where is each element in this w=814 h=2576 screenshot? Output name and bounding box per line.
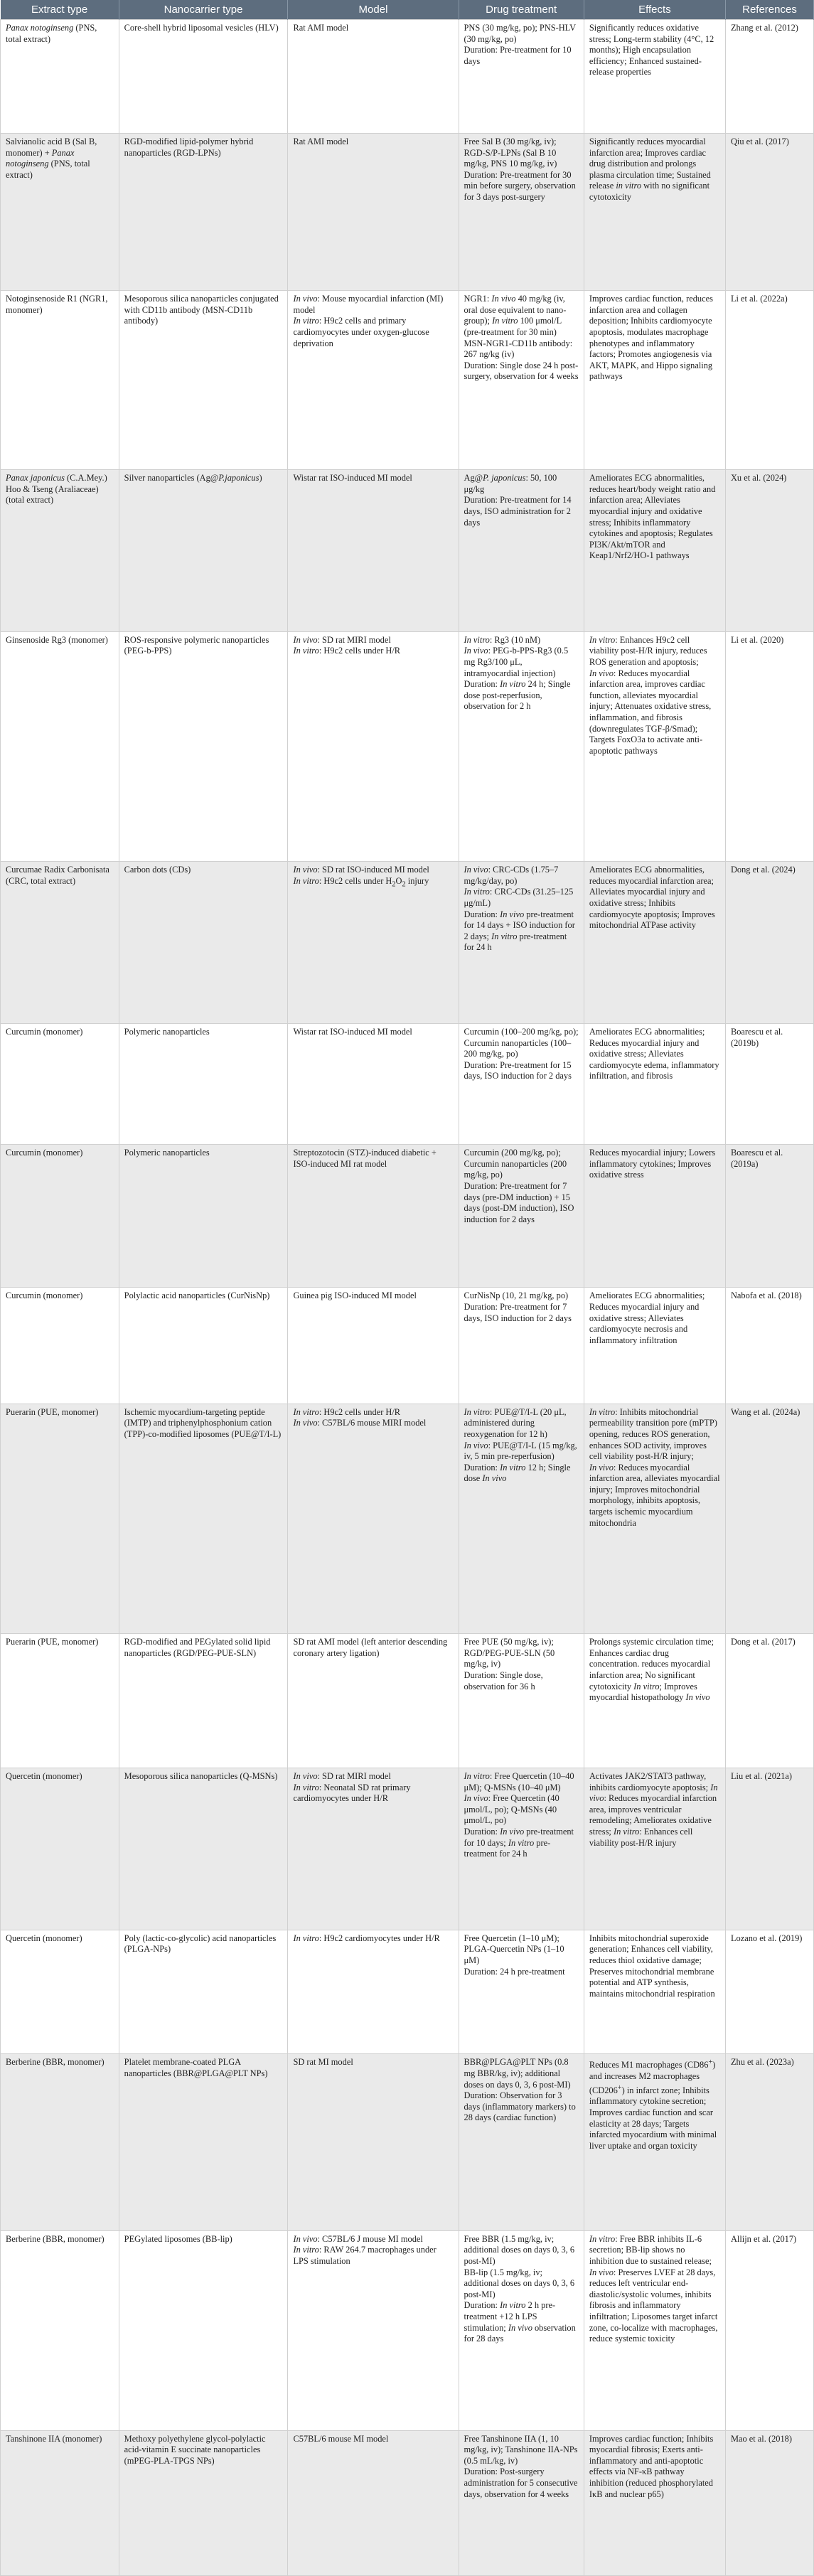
- cell-nanocarrier-type: RGD-modified and PEGylated solid lipid nanoparticles (RGD/PEG-PUE-SLN): [119, 1634, 288, 1768]
- cell-reference: Li et al. (2022a): [725, 291, 813, 470]
- cell-drug-treatment: PNS (30 mg/kg, po); PNS-HLV (30 mg/kg, po) Duration: Pre-treatment for 10 days: [459, 20, 584, 134]
- cell-reference: Mao et al. (2018): [725, 2430, 813, 2575]
- cell-model: SD rat MI model: [288, 2054, 459, 2231]
- cell-effects: Significantly reduces oxidative stress; Long-term stability (4°C, 12 months); High encapsulation efficiency; Enhanced sustained-release properties: [584, 20, 725, 134]
- cell-effects: In vitro: Enhances H9c2 cell viability post-H/R injury, reduces ROS generation and apoptosis; In vivo: Reduces myocardial infarction area, improves cardiac function, alleviates myocardial injury; Attenuates oxidative stress, inflammation, and fibrosis (downregulates TGF-β/Smad); Targets FoxO3a to activate anti-apoptotic pathways: [584, 631, 725, 861]
- header-references: References: [725, 0, 813, 20]
- cell-effects: In vitro: Free BBR inhibits IL-6 secretion; BB-lip shows no inhibition due to sustained release; In vivo: Preserves LVEF at 28 days, reduces left ventricular end-diastolic/systolic volumes, inhibits fibrosis and inflammatory infiltration; Liposomes target infarct zone, co-localize with macrophages, reduce systemic toxicity: [584, 2230, 725, 2430]
- cell-effects: Inhibits mitochondrial superoxide generation; Enhances cell viability, reduces thiol oxidative damage; Preserves mitochondrial membrane potential and ATP synthesis, maintains mitochondrial respiration: [584, 1930, 725, 2054]
- cell-reference: Wang et al. (2024a): [725, 1404, 813, 1633]
- table-row: [1, 20, 814, 134]
- table-row: [1, 2430, 814, 2575]
- cell-model: In vivo: SD rat MIRI model In vitro: H9c2 cells under H/R: [288, 631, 459, 861]
- cell-nanocarrier-type: Silver nanoparticles (Ag@P.japonicus): [119, 470, 288, 632]
- cell-drug-treatment: Curcumin (200 mg/kg, po); Curcumin nanoparticles (200 mg/kg, po) Duration: Pre-treatment for 7 days (pre-DM induction) + 15 days (post-DM induction), ISO induction for 2 days: [459, 1145, 584, 1288]
- header-extract-type: Extract type: [1, 0, 119, 20]
- cell-nanocarrier-type: Mesoporous silica nanoparticles conjugated with CD11b antibody (MSN-CD11b antibody): [119, 291, 288, 470]
- cell-drug-treatment: In vivo: CRC-CDs (1.75–7 mg/kg/day, po) In vitro: CRC-CDs (31.25–125 μg/mL) Duration: In vivo pre-treatment for 14 days + ISO induction for 2 days; In vitro pre-treatment for 24 h: [459, 862, 584, 1024]
- cell-nanocarrier-type: ROS-responsive polymeric nanoparticles (PEG-b-PPS): [119, 631, 288, 861]
- cell-reference: Li et al. (2020): [725, 631, 813, 861]
- cell-effects: In vitro: Inhibits mitochondrial permeability transition pore (mPTP) opening, reduces ROS generation, enhances SOD activity, improves cell viability post-H/R injury; In vivo: Reduces myocardial infarction area, alleviates myocardial injury; Improves mitochondrial morphology, inhibits apoptosis, targets ischemic myocardium mitochondria: [584, 1404, 725, 1633]
- cell-reference: Xu et al. (2024): [725, 470, 813, 632]
- cell-model: Rat AMI model: [288, 20, 459, 134]
- cell-reference: Dong et al. (2017): [725, 1634, 813, 1768]
- cell-drug-treatment: In vitro: Free Quercetin (10–40 μM); Q-MSNs (10–40 μM) In vivo: Free Quercetin (40 μmol/L, po); Q-MSNs (40 μmol/L, po) Duration: In vivo pre-treatment for 10 days; In vitro pre-treatment for 24 h: [459, 1768, 584, 1930]
- cell-reference: Zhang et al. (2012): [725, 20, 813, 134]
- header-effects: Effects: [584, 0, 725, 20]
- cell-effects: Ameliorates ECG abnormalities, reduces myocardial infarction area; Alleviates myocardial injury and oxidative stress; Inhibits cardiomyocyte apoptosis; Improves mitochondrial ATPase activity: [584, 862, 725, 1024]
- cell-extract-type: Berberine (BBR, monomer): [1, 2230, 119, 2430]
- cell-effects: Activates JAK2/STAT3 pathway, inhibits cardiomyocyte apoptosis; In vivo: Reduces myocardial infarction area, improves ventricular remodeling; Ameliorates oxidative stress; In vitro: Enhances cell viability post-H/R injury: [584, 1768, 725, 1930]
- cell-extract-type: Quercetin (monomer): [1, 1768, 119, 1930]
- cell-reference: Zhu et al. (2023a): [725, 2054, 813, 2231]
- table-body: [1, 20, 814, 2576]
- cell-drug-treatment: Free Tanshinone IIA (1, 10 mg/kg, iv); Tanshinone IIA-NPs (0.5 mL/kg, iv) Duration: Post-surgery administration for 5 consecutive days, observation for 4 weeks: [459, 2430, 584, 2575]
- cell-drug-treatment: Ag@P. japonicus: 50, 100 μg/kg Duration: Pre-treatment for 14 days, ISO administration for 2 days: [459, 470, 584, 632]
- table-row: [1, 1768, 814, 1930]
- table-row: [1, 1145, 814, 1288]
- cell-extract-type: Puerarin (PUE, monomer): [1, 1634, 119, 1768]
- cell-effects: Ameliorates ECG abnormalities; Reduces myocardial injury and oxidative stress; Alleviates cardiomyocyte necrosis and inflammatory infiltration: [584, 1288, 725, 1404]
- cell-model: In vitro: H9c2 cardiomyocytes under H/R: [288, 1930, 459, 2054]
- header-nanocarrier-type: Nanocarrier type: [119, 0, 288, 20]
- cell-nanocarrier-type: RGD-modified lipid-polymer hybrid nanoparticles (RGD-LPNs): [119, 134, 288, 291]
- table-row: [1, 134, 814, 291]
- table-row: [1, 1634, 814, 1768]
- cell-effects: Prolongs systemic circulation time; Enhances cardiac drug concentration. reduces myocardial infarction area; No significant cytotoxicity In vitro; Improves myocardial histopathology In vivo: [584, 1634, 725, 1768]
- cell-reference: Dong et al. (2024): [725, 862, 813, 1024]
- table-row: [1, 862, 814, 1024]
- cell-drug-treatment: Free Quercetin (1–10 μM); PLGA-Quercetin NPs (1–10 μM) Duration: 24 h pre-treatment: [459, 1930, 584, 2054]
- cell-extract-type: Curcumin (monomer): [1, 1145, 119, 1288]
- cell-effects: Ameliorates ECG abnormalities; Reduces myocardial injury and oxidative stress; Alleviates cardiomyocyte edema, inflammatory infiltration, and fibrosis: [584, 1023, 725, 1144]
- cell-nanocarrier-type: Platelet membrane-coated PLGA nanoparticles (BBR@PLGA@PLT NPs): [119, 2054, 288, 2231]
- cell-nanocarrier-type: Carbon dots (CDs): [119, 862, 288, 1024]
- cell-reference: Nabofa et al. (2018): [725, 1288, 813, 1404]
- cell-reference: Boarescu et al. (2019a): [725, 1145, 813, 1288]
- table-row: [1, 1404, 814, 1633]
- cell-nanocarrier-type: Polymeric nanoparticles: [119, 1023, 288, 1144]
- cell-extract-type: Curcumae Radix Carbonisata (CRC, total extract): [1, 862, 119, 1024]
- cell-model: Guinea pig ISO-induced MI model: [288, 1288, 459, 1404]
- cell-drug-treatment: Free Sal B (30 mg/kg, iv); RGD-S/P-LPNs (Sal B 10 mg/kg, PNS 10 mg/kg, iv) Duration: Pre-treatment for 30 min before surgery, observation for 3 days post-surgery: [459, 134, 584, 291]
- table-row: [1, 1023, 814, 1144]
- cell-extract-type: Salvianolic acid B (Sal B, monomer) + Panax notoginseng (PNS, total extract): [1, 134, 119, 291]
- cell-model: SD rat AMI model (left anterior descending coronary artery ligation): [288, 1634, 459, 1768]
- cell-effects: Reduces M1 macrophages (CD86+) and increases M2 macrophages (CD206+) in infarct zone; Inhibits inflammatory cytokine secretion; Improves cardiac function and scar elasticity at 28 days; Targets infarcted myocardium with minimal liver uptake and organ toxicity: [584, 2054, 725, 2231]
- cell-nanocarrier-type: Mesoporous silica nanoparticles (Q-MSNs): [119, 1768, 288, 1930]
- cell-extract-type: Berberine (BBR, monomer): [1, 2054, 119, 2231]
- cell-extract-type: Quercetin (monomer): [1, 1930, 119, 2054]
- cell-model: In vivo: SD rat ISO-induced MI model In vitro: H9c2 cells under $H_2O_2$ injury: [288, 862, 459, 1024]
- cell-extract-type: Panax notoginseng (PNS, total extract): [1, 20, 119, 134]
- cell-drug-treatment: Free BBR (1.5 mg/kg, iv; additional doses on days 0, 3, 6 post-MI) BB-lip (1.5 mg/kg, iv; additional doses on days 0, 3, 6 post-MI) Duration: In vitro 2 h pre-treatment +12 h LPS stimulation; In vivo observation for 28 days: [459, 2230, 584, 2430]
- cell-reference: Boarescu et al. (2019b): [725, 1023, 813, 1144]
- cell-nanocarrier-type: PEGylated liposomes (BB-lip): [119, 2230, 288, 2430]
- table-header-row: [1, 0, 814, 20]
- table-row: [1, 631, 814, 861]
- cell-extract-type: Curcumin (monomer): [1, 1023, 119, 1144]
- cell-effects: Ameliorates ECG abnormalities, reduces heart/body weight ratio and infarction area; Alleviates myocardial injury and oxidative stress; Inhibits inflammatory cytokines and apoptosis; Regulates PI3K/Akt/mTOR and Keap1/Nrf2/HO-1 pathways: [584, 470, 725, 632]
- cell-model: Streptozotocin (STZ)-induced diabetic + ISO-induced MI rat model: [288, 1145, 459, 1288]
- cell-extract-type: Notoginsenoside R1 (NGR1, monomer): [1, 291, 119, 470]
- cell-nanocarrier-type: Polymeric nanoparticles: [119, 1145, 288, 1288]
- cell-effects: Improves cardiac function; Inhibits myocardial fibrosis; Exerts anti-inflammatory and anti-apoptotic effects via NF-κB pathway inhibition (reduced phosphorylated IκB and nuclear p65): [584, 2430, 725, 2575]
- cell-model: C57BL/6 mouse MI model: [288, 2430, 459, 2575]
- cell-nanocarrier-type: Polylactic acid nanoparticles (CurNisNp): [119, 1288, 288, 1404]
- table-row: [1, 2054, 814, 2231]
- cell-model: In vivo: SD rat MIRI model In vitro: Neonatal SD rat primary cardiomyocytes under H/R: [288, 1768, 459, 1930]
- cell-effects: Improves cardiac function, reduces infarction area and collagen deposition; Inhibits cardiomyocyte apoptosis, modulates macrophage phenotypes and inflammatory factors; Promotes angiogenesis via AKT, MAPK, and Hippo signaling pathways: [584, 291, 725, 470]
- cell-model: Wistar rat ISO-induced MI model: [288, 470, 459, 632]
- cell-drug-treatment: In vitro: Rg3 (10 nM) In vivo: PEG-b-PPS-Rg3 (0.5 mg Rg3/100 μL, intramyocardial injection) Duration: In vitro 24 h; Single dose post-reperfusion, observation for 2 h: [459, 631, 584, 861]
- cell-model: In vivo: Mouse myocardial infarction (MI) model In vitro: H9c2 cells and primary cardiomyocytes under oxygen-glucose deprivation: [288, 291, 459, 470]
- cell-extract-type: Ginsenoside Rg3 (monomer): [1, 631, 119, 861]
- cell-model: In vitro: H9c2 cells under H/R In vivo: C57BL/6 mouse MIRI model: [288, 1404, 459, 1633]
- cell-drug-treatment: Free PUE (50 mg/kg, iv); RGD/PEG-PUE-SLN (50 mg/kg, iv) Duration: Single dose, observation for 36 h: [459, 1634, 584, 1768]
- cell-extract-type: Panax japonicus (C.A.Mey.) Hoo & Tseng (Araliaceae) (total extract): [1, 470, 119, 632]
- cell-nanocarrier-type: Poly (lactic-co-glycolic) acid nanoparticles (PLGA-NPs): [119, 1930, 288, 2054]
- table-row: [1, 1930, 814, 2054]
- cell-reference: Liu et al. (2021a): [725, 1768, 813, 1930]
- table-row: [1, 1288, 814, 1404]
- cell-drug-treatment: NGR1: In vivo 40 mg/kg (iv, oral dose equivalent to nano-group); In vitro 100 μmol/L (pre-treatment for 30 min) MSN-NGR1-CD11b antibody: 267 ng/kg (iv) Duration: Single dose 24 h post-surgery, observation for 4 weeks: [459, 291, 584, 470]
- cell-drug-treatment: CurNisNp (10, 21 mg/kg, po) Duration: Pre-treatment for 7 days, ISO induction for 2 days: [459, 1288, 584, 1404]
- cell-effects: Reduces myocardial injury; Lowers inflammatory cytokines; Improves oxidative stress: [584, 1145, 725, 1288]
- cell-extract-type: Tanshinone IIA (monomer): [1, 2430, 119, 2575]
- cell-nanocarrier-type: Core-shell hybrid liposomal vesicles (HLV): [119, 20, 288, 134]
- cell-drug-treatment: In vitro: PUE@T/I-L (20 μL, administered during reoxygenation for 12 h) In vivo: PUE@T/I-L (15 mg/kg, iv, 5 min pre-reperfusion) Duration: In vitro 12 h; Single dose In vivo: [459, 1404, 584, 1633]
- cell-drug-treatment: Curcumin (100–200 mg/kg, po); Curcumin nanoparticles (100–200 mg/kg, po) Duration: Pre-treatment for 15 days, ISO induction for 2 days: [459, 1023, 584, 1144]
- cell-effects: Significantly reduces myocardial infarction area; Improves cardiac drug distribution and prolongs plasma circulation time; Sustained release in vitro with no significant cytotoxicity: [584, 134, 725, 291]
- cell-reference: Qiu et al. (2017): [725, 134, 813, 291]
- table-row: [1, 291, 814, 470]
- cell-model: Wistar rat ISO-induced MI model: [288, 1023, 459, 1144]
- table-row: [1, 2230, 814, 2430]
- cell-model: In vivo: C57BL/6 J mouse MI model In vitro: RAW 264.7 macrophages under LPS stimulation: [288, 2230, 459, 2430]
- table-row: [1, 470, 814, 632]
- cell-extract-type: Puerarin (PUE, monomer): [1, 1404, 119, 1633]
- cell-nanocarrier-type: Ischemic myocardium-targeting peptide (IMTP) and triphenylphosphonium cation (TPP)-co-modified liposomes (PUE@T/I-L): [119, 1404, 288, 1633]
- cell-model: Rat AMI model: [288, 134, 459, 291]
- cell-reference: Allijn et al. (2017): [725, 2230, 813, 2430]
- cell-nanocarrier-type: Methoxy polyethylene glycol-polylactic acid-vitamin E succinate nanoparticles (mPEG-PLA-TPGS NPs): [119, 2430, 288, 2575]
- cell-extract-type: Curcumin (monomer): [1, 1288, 119, 1404]
- cell-reference: Lozano et al. (2019): [725, 1930, 813, 2054]
- cell-drug-treatment: BBR@PLGA@PLT NPs (0.8 mg BBR/kg, iv); additional doses on days 0, 3, 6 post-MI) Duration: Observation for 3 days (inflammatory markers) to 28 days (cardiac function): [459, 2054, 584, 2231]
- header-drug-treatment: Drug treatment: [459, 0, 584, 20]
- header-model: Model: [288, 0, 459, 20]
